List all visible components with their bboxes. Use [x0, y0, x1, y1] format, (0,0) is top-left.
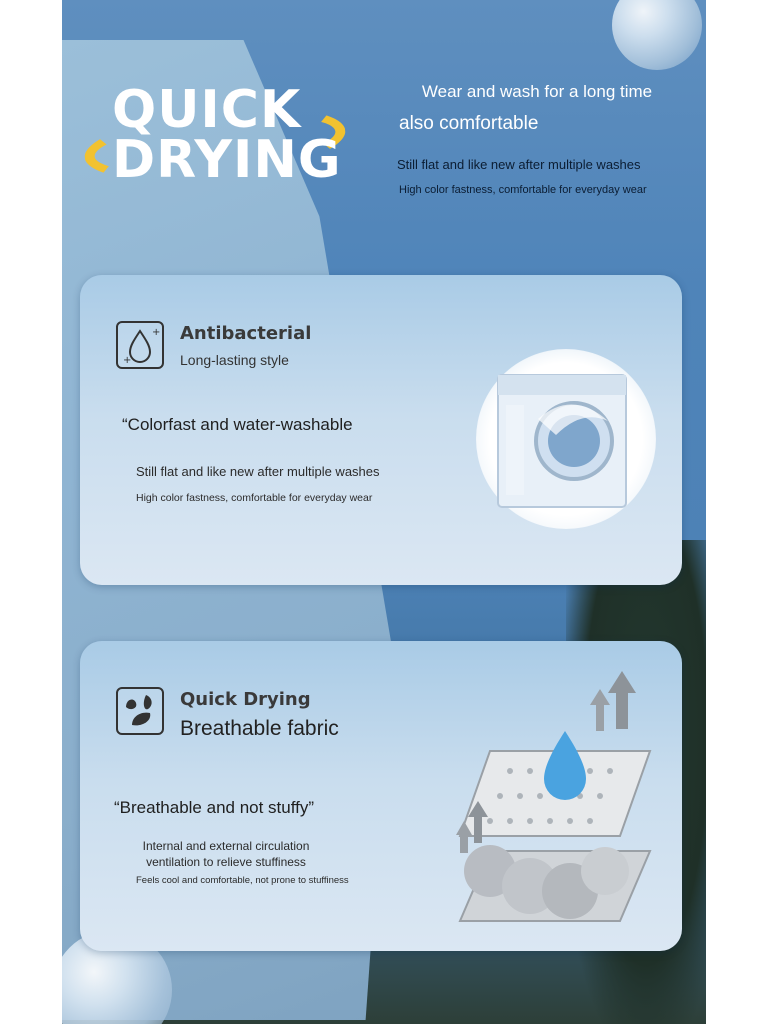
- card-quote: “Colorfast and water-washable: [122, 415, 353, 434]
- bubble-icon: [612, 0, 702, 70]
- card-body-primary: Internal and external circulation ventilation to relieve stuffiness: [142, 839, 310, 869]
- intro-line2: also comfortable: [399, 113, 539, 134]
- card-title: Quick Drying: [180, 689, 311, 710]
- svg-text:+: +: [152, 327, 161, 338]
- card-body-secondary: Feels cool and comfortable, not prone to stuffiness: [136, 875, 349, 886]
- svg-text:+: +: [123, 355, 132, 366]
- headline-line2: DRYING: [112, 130, 342, 190]
- card-subtitle: Breathable fabric: [180, 717, 339, 740]
- card-title: Antibacterial: [180, 323, 312, 344]
- washing-machine-icon: [476, 349, 656, 529]
- intro-text: [377, 80, 697, 196]
- card-subtitle: Long-lasting style: [180, 352, 289, 368]
- intro-line1: Wear and wash for a long time: [421, 82, 653, 101]
- breathable-fabric-icon: [440, 671, 660, 931]
- card-body-primary: Still flat and like new after multiple washes: [136, 464, 380, 479]
- product-poster: [62, 0, 706, 1024]
- intro-line3: Still flat and like new after multiple washes: [397, 157, 641, 172]
- intro-line4: High color fastness, comfortable for everyday wear: [399, 184, 647, 196]
- antibacterial-card: [80, 275, 682, 585]
- headline: [112, 78, 372, 188]
- headline-line1: QUICK: [112, 80, 302, 140]
- card-body-secondary: High color fastness, comfortable for everyday wear: [136, 492, 373, 504]
- quick-drying-card: [80, 641, 682, 951]
- water-drop-icon: [116, 321, 164, 369]
- card-quote: “Breathable and not stuffy”: [114, 798, 315, 817]
- drops-icon: [116, 687, 164, 735]
